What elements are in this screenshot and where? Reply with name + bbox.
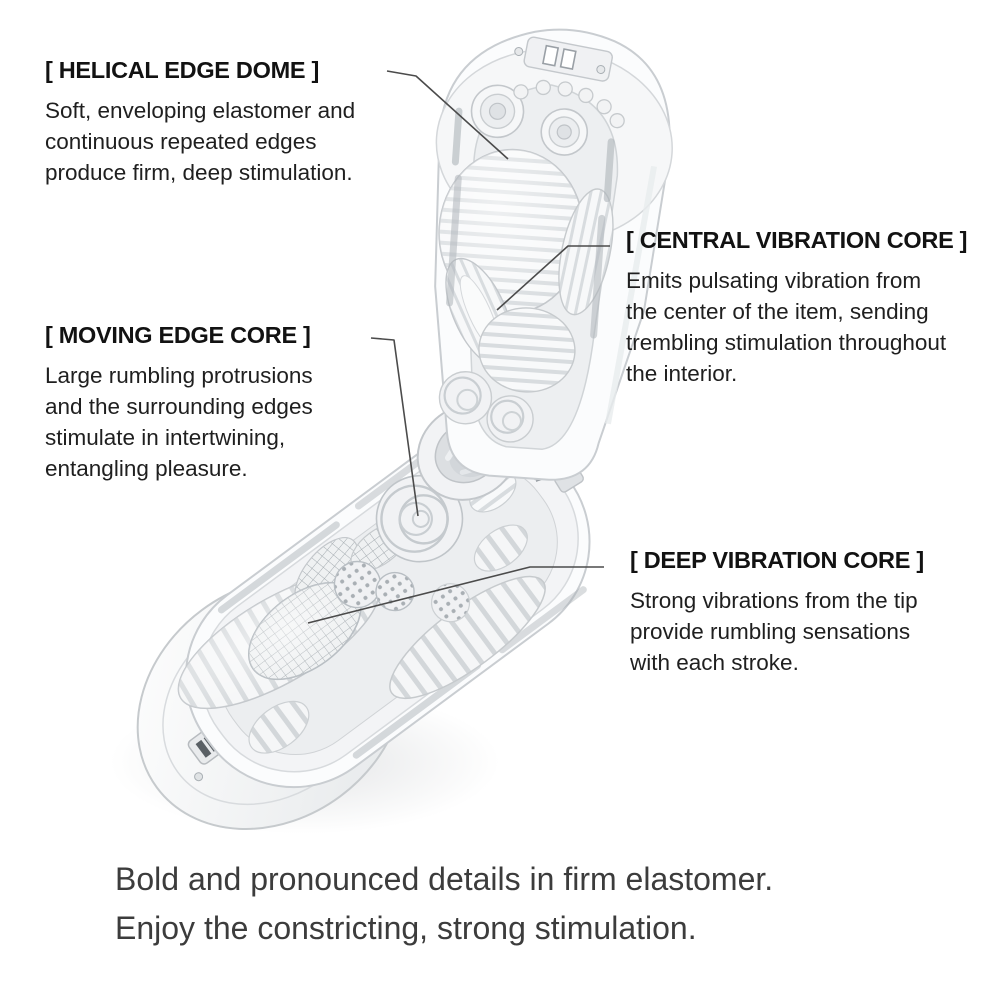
callout-central-vibration-core [626,227,967,389]
caption-line: Bold and pronounced details in firm elastomer. [115,861,774,897]
callout-line: continuous repeated edges [45,129,317,154]
callout-line: provide rumbling sensations [630,619,911,644]
callout-line: and the surrounding edges [45,394,313,419]
callout-title: [ HELICAL EDGE DOME ] [45,57,319,83]
callout-deep-vibration-core [630,547,924,678]
callout-line: Soft, enveloping elastomer and [45,98,356,123]
callout-line: Emits pulsating vibration from [626,268,922,293]
callout-line: produce firm, deep stimulation. [45,160,353,185]
callout-line: entangling pleasure. [45,456,248,481]
callout-helical-edge-dome [45,57,355,188]
callout-moving-edge-core [45,322,313,484]
caption-line: Enjoy the constricting, strong stimulation. [115,910,697,946]
callout-line: stimulate in intertwining, [45,425,286,450]
callout-line: with each stroke. [630,650,799,675]
callout-line: the center of the item, sending [626,299,929,324]
callout-title: [ CENTRAL VIBRATION CORE ] [626,227,968,253]
callout-line: Large rumbling protrusions [45,363,313,388]
callout-line: trembling stimulation throughout [626,330,947,355]
callout-line: the interior. [626,361,738,386]
callout-title: [ MOVING EDGE CORE ] [45,322,311,348]
bottom-caption [115,855,773,953]
callout-line: Strong vibrations from the tip [630,588,918,613]
callout-title: [ DEEP VIBRATION CORE ] [630,547,924,573]
